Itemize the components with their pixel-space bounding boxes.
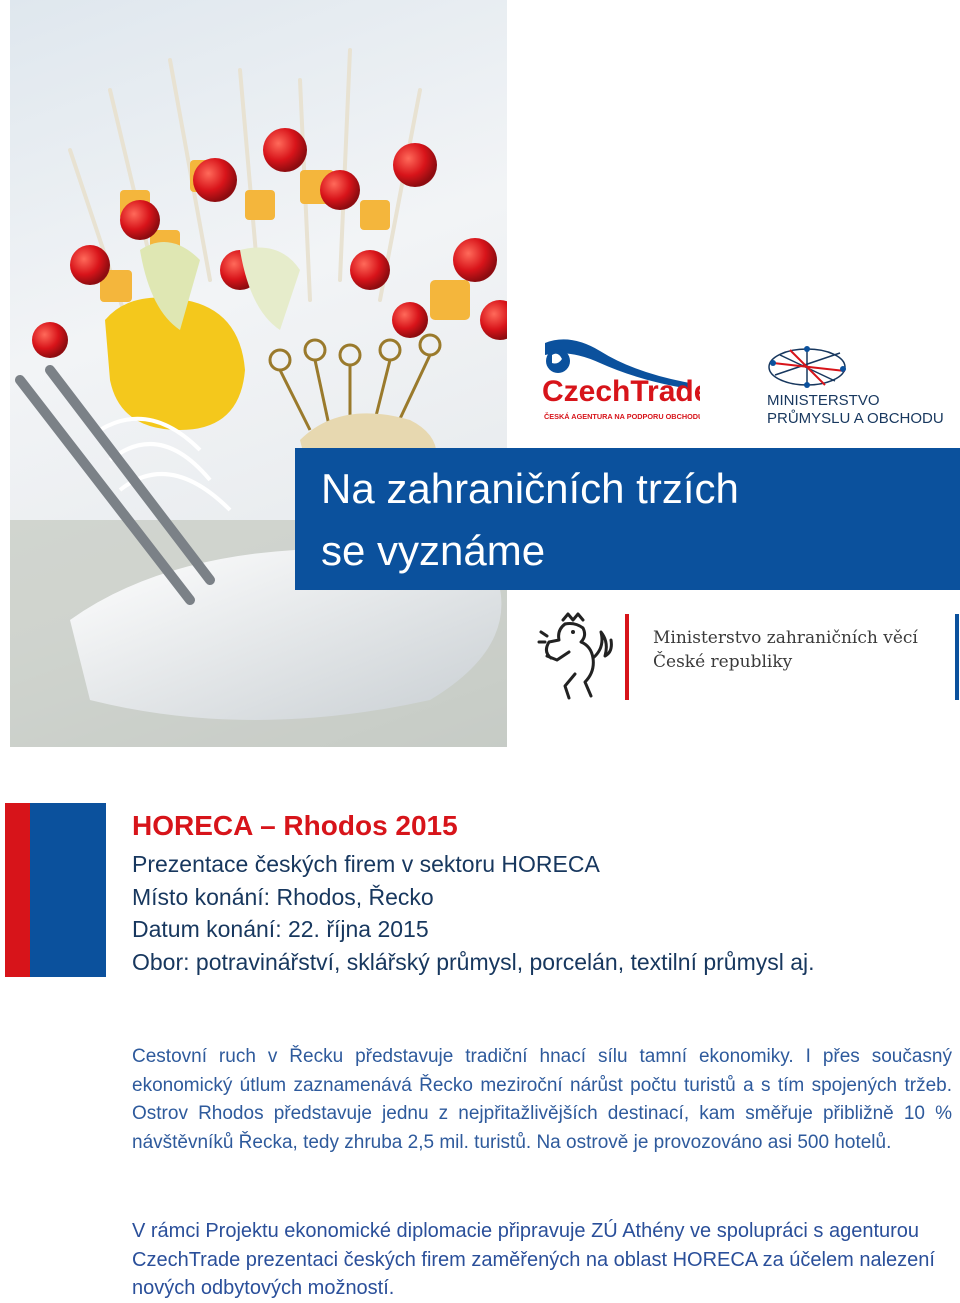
mpo-wordmark-line2: PRŮMYSLU A OBCHODU (767, 410, 944, 427)
flag-strip-red (5, 803, 30, 977)
czechtrade-wordmark: CzechTrade (542, 375, 700, 408)
banner-title-line2: se vyznáme (321, 527, 546, 574)
czechtrade-globe-icon (540, 333, 700, 425)
banner-title (321, 458, 739, 582)
event-location: Místo konání: Rhodos, Řecko (132, 884, 434, 910)
flag-strip-blue (30, 803, 106, 977)
event-subtitle: Prezentace českých firem v sektoru HORECA (132, 851, 600, 877)
food-skewers-illustration (10, 0, 507, 747)
event-sector: Obor: potravinářství, sklářský průmysl, porcelán, textilní průmysl aj. (132, 949, 815, 975)
banner-title-line1: Na zahraničních trzích (321, 465, 739, 512)
event-date: Datum konání: 22. října 2015 (132, 916, 429, 942)
mpo-network-icon (765, 345, 945, 430)
mzv-name-line1: Ministerstvo zahraničních věcí (653, 628, 918, 648)
mzv-logo (535, 612, 960, 702)
mpo-logo (765, 345, 945, 430)
body-paragraph-tourism: Cestovní ruch v Řecku představuje tradiční hnací sílu tamní ekonomiky. I přes současný ekonomický útlum zaznamenává Řecko meziroční nárůst počtu turistů a s tím spojených tržeb. Ostrov Rhodos představuje jednu z nejpřitažlivějších destinací, kam směřuje přibližně 10 % návštěvníků Řecka, tedy zhruba 2,5 mil. turistů. Na ostrově je provozováno asi 500 hotelů. (132, 1046, 952, 1153)
body-paragraph-project: V rámci Projektu ekonomické diplomacie připravuje ZÚ Athény ve spolupráci s agenturou CzechTrade prezentaci českých firem zaměřených na oblast HORECA za účelem nalezení nových odbytových možností. (132, 1220, 935, 1300)
mpo-wordmark-line1: MINISTERSTVO (767, 392, 880, 409)
mzv-red-divider (625, 614, 629, 700)
hero-food-photo (10, 0, 507, 747)
event-title: HORECA – Rhodos 2015 (132, 810, 458, 841)
mzv-blue-divider (955, 614, 959, 700)
czech-lion-emblem-icon (535, 612, 625, 702)
czechtrade-logo (540, 333, 700, 425)
czechtrade-tagline: ČESKÁ AGENTURA NA PODPORU OBCHODU (544, 412, 700, 421)
mzv-name-line2: České republiky (653, 652, 793, 672)
headline-banner (295, 448, 960, 590)
